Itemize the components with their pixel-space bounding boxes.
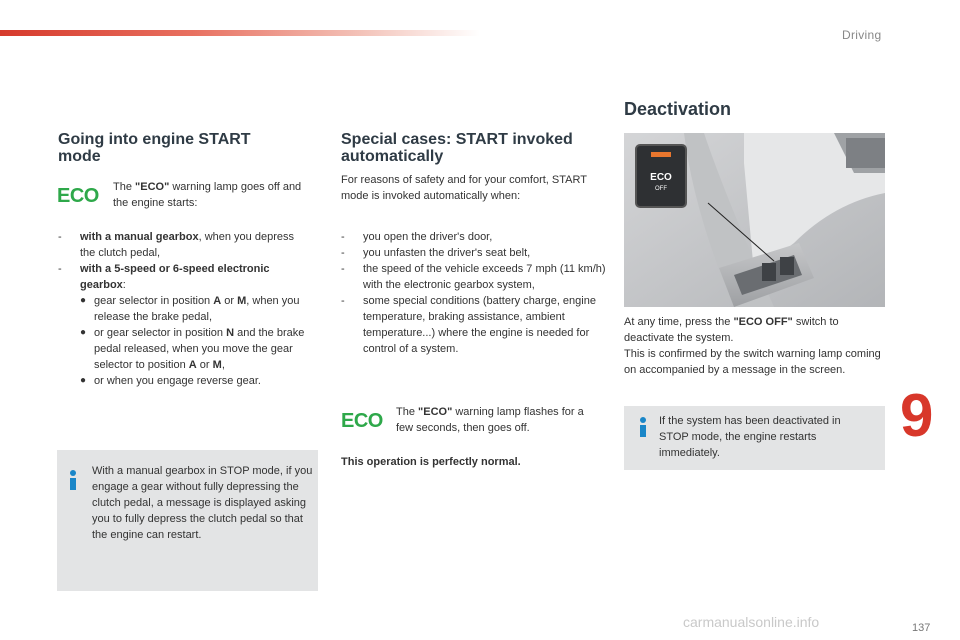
- col3-confirm-text: This is confirmed by the switch warning lamp coming on accompanied by a message in the screen.: [624, 348, 881, 376]
- col3-title: Deactivation: [624, 99, 732, 119]
- eco-lamp-icon: ECO: [341, 410, 383, 432]
- col1-lamp-text: The "ECO" warning lamp goes off and the engine starts:: [113, 181, 302, 209]
- sub-list-item: ● or gear selector in position N and the brake pedal released, when you move the gear selector to position A or M,: [80, 327, 305, 371]
- col1-title: Going into engine START mode: [58, 131, 251, 165]
- col2-intro: For reasons of safety and for your comfort, START mode is invoked automatically when:: [341, 174, 587, 202]
- col3-press-text: At any time, press the "ECO OFF" switch to deactivate the system.: [624, 316, 839, 344]
- page-number: 137: [912, 622, 931, 634]
- eco-off-switch-label-bottom: OFF: [655, 186, 667, 192]
- watermark: carmanualsonline.info: [683, 614, 820, 630]
- list-item: - the speed of the vehicle exceeds 7 mph (11 km/h) with the electronic gearbox system,: [341, 263, 606, 291]
- eco-off-switch-label-top: ECO: [650, 172, 672, 183]
- col1-start-conditions: [58, 229, 308, 389]
- col3-info-text: If the system has been deactivated in STOP mode, the engine restarts immediately.: [659, 415, 841, 459]
- col2-auto-start-list: [341, 229, 606, 357]
- chapter-number: 9: [900, 382, 934, 449]
- sub-list-item: ● or when you engage reverse gear.: [80, 375, 261, 387]
- col1-info-text: With a manual gearbox in STOP mode, if you engage a gear without fully depressing the clutch pedal, a message is displayed asking you to fully depress the clutch pedal so that the engine can restart.: [92, 465, 313, 541]
- dashboard-photo: [624, 133, 885, 307]
- list-item: - some special conditions (battery charge, engine temperature, braking assistance, ambient temperature...) where the engine is needed for control of a system.: [341, 295, 596, 355]
- list-item: - with a 5-speed or 6-speed electronic gearbox: ● gear selector in position A or M, when you release the brake pedal, ● or gear selector in position N and the brake pedal released, when you move the gear selector to position A or M, ● or when you engage reverse gear.: [58, 261, 308, 389]
- list-item: - you open the driver's door,: [341, 231, 493, 243]
- eco-lamp-icon: ECO: [57, 185, 99, 207]
- section-name: Driving: [842, 28, 882, 42]
- info-icon: [66, 470, 80, 490]
- info-icon: [636, 417, 650, 437]
- col2-normal-note: This operation is perfectly normal.: [341, 456, 521, 468]
- col2-lamp-text: The "ECO" warning lamp flashes for a few seconds, then goes off.: [396, 406, 584, 434]
- col1-info-box: [57, 450, 318, 591]
- list-item: - you unfasten the driver's seat belt,: [341, 247, 531, 259]
- sub-list-item: ● gear selector in position A or M, when you release the brake pedal,: [80, 295, 300, 323]
- col2-title: Special cases: START invoked automatically: [341, 131, 573, 165]
- header-accent-bar: [0, 30, 480, 36]
- col3-info-box: [624, 406, 885, 470]
- list-item: - with a manual gearbox, when you depress the clutch pedal,: [58, 231, 294, 259]
